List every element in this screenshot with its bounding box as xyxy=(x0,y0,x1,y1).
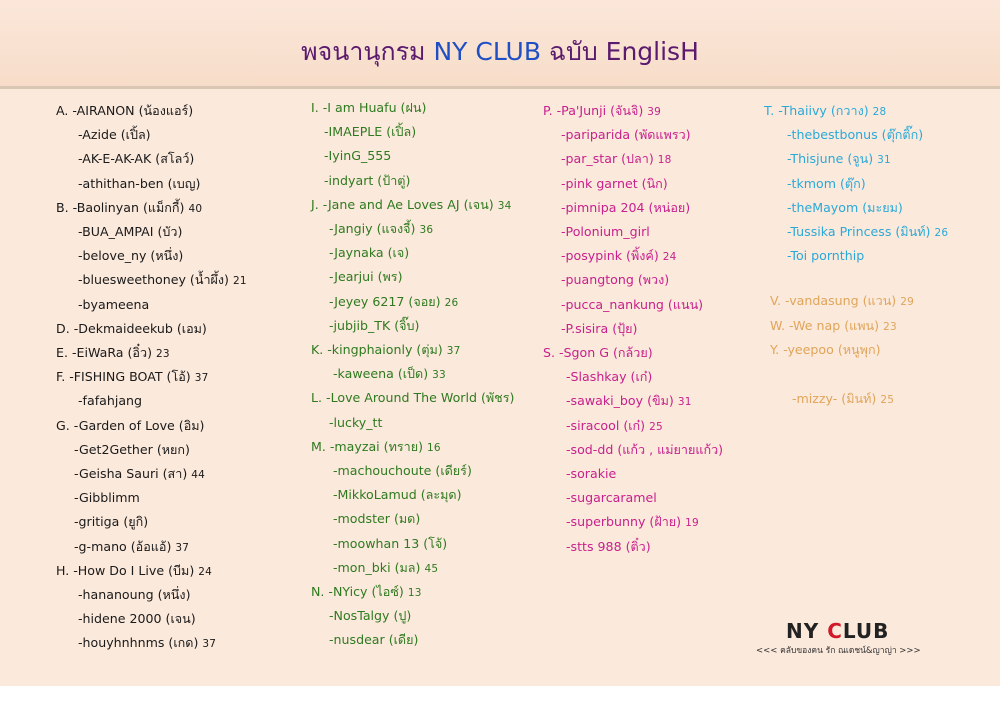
member-number: 37 xyxy=(175,541,190,554)
member-name: -modster (มด) xyxy=(333,511,421,527)
member-entry xyxy=(792,391,894,408)
member-name: -Toi pornthip xyxy=(787,248,865,264)
member-entry xyxy=(324,124,416,140)
member-name: -machouchoute (เดียร์) xyxy=(333,463,472,478)
member-number: 37 xyxy=(446,345,461,357)
member-entry xyxy=(78,635,216,652)
member-entry xyxy=(78,272,247,289)
member-number: 44 xyxy=(191,469,206,481)
member-name: -Slashkay (เก๋) xyxy=(566,369,653,385)
member-name: K. -kingphaionly (ตุ่ม) xyxy=(311,342,443,357)
member-entry xyxy=(329,415,382,431)
member-entry xyxy=(56,103,193,119)
member-name: I. -I am Huafu (ฝน) xyxy=(311,100,427,115)
member-name: -sugarcaramel xyxy=(566,490,657,506)
member-number: 31 xyxy=(877,154,891,167)
member-entry xyxy=(566,418,663,435)
member-name: -g-mano (อ้อแอ้) xyxy=(74,538,172,554)
member-name: D. -Dekmaideekub (เอม) xyxy=(56,320,207,336)
title-suffix: ฉบับ EnglisH xyxy=(540,37,699,66)
member-entry xyxy=(56,345,170,362)
member-name: T. -Thaiivy (กวาง) xyxy=(764,103,869,118)
member-entry xyxy=(324,173,410,189)
member-name: -pucca_nankung (แนน) xyxy=(561,296,704,312)
member-name: P. -Pa'Junji (จันจิ) xyxy=(543,103,644,118)
member-name: -pimnipa 204 (หน่อย) xyxy=(561,199,691,215)
member-entry xyxy=(74,539,189,556)
member-name: -hananoung (หนึ่ง) xyxy=(78,587,191,602)
member-name: -bluesweethoney (น้ำผึ้ง) xyxy=(78,272,229,288)
member-entry xyxy=(764,103,886,120)
member-number: 45 xyxy=(424,562,439,575)
member-number: 29 xyxy=(900,296,914,308)
member-name: S. -Sgon G (กล้วย) xyxy=(543,345,653,360)
member-entry xyxy=(543,103,661,120)
member-number: 23 xyxy=(156,348,170,360)
member-entry xyxy=(787,248,864,264)
member-entry xyxy=(561,151,672,168)
member-name: -sawaki_boy (ขิม) xyxy=(566,393,674,409)
member-entry xyxy=(329,632,418,648)
member-name: -BUA_AMPAI (บัว) xyxy=(78,224,183,239)
member-name: Y. -yeepoo (หนูพุก) xyxy=(770,342,881,357)
member-number: 26 xyxy=(444,296,459,309)
member-name: -P.sisira (ปุ้ย) xyxy=(561,320,638,336)
member-entry xyxy=(787,224,948,241)
member-number: 26 xyxy=(934,227,949,239)
member-entry xyxy=(56,563,212,580)
member-entry xyxy=(566,442,723,458)
title-divider xyxy=(0,86,1000,89)
member-entry xyxy=(78,587,190,603)
member-name: -Jearjui (พร) xyxy=(329,269,403,285)
member-name: -IMAEPLE (เปิ้ล) xyxy=(324,124,417,140)
title-thai-prefix: พจนานุกรม xyxy=(301,37,434,66)
member-entry xyxy=(787,151,891,168)
member-entry xyxy=(329,221,433,238)
member-entry xyxy=(78,297,149,313)
member-name: -AK-E-AK-AK (สโลว์) xyxy=(78,151,195,167)
member-entry xyxy=(78,127,151,143)
member-entry xyxy=(324,148,391,164)
member-number: 28 xyxy=(872,106,887,118)
member-entry xyxy=(311,390,514,406)
member-name: -Azide (เปิ้ล) xyxy=(78,127,151,143)
member-entry xyxy=(74,442,190,458)
member-entry xyxy=(770,342,881,358)
member-name: G. -Garden of Love (อิม) xyxy=(56,417,205,433)
member-entry xyxy=(56,321,207,337)
member-name: -thebestbonus (ตุ๊กติ๊ก) xyxy=(787,127,924,143)
member-name: -lucky_tt xyxy=(329,414,383,430)
member-name: V. -vandasung (แวน) xyxy=(770,293,897,308)
member-entry xyxy=(329,269,402,285)
member-name: -fafahjang xyxy=(78,393,143,409)
member-number: 31 xyxy=(677,396,692,409)
member-number: 25 xyxy=(880,394,895,406)
logo-wordmark: NY CLUB xyxy=(786,619,890,643)
member-name: -Jangiy (แจงจี้) xyxy=(329,221,416,236)
member-name: F. -FISHING BOAT (โอ้) xyxy=(56,369,191,385)
member-name: -posypink (พิ้งค์) xyxy=(561,248,659,264)
member-entry xyxy=(787,127,923,143)
member-name: -Geisha Sauri (สา) xyxy=(74,466,188,481)
member-name: -mizzy- (มินท์) xyxy=(792,391,877,406)
member-entry xyxy=(78,248,183,264)
member-name: -pink garnet (นิก) xyxy=(561,175,668,191)
member-number: 23 xyxy=(883,320,897,333)
member-entry xyxy=(333,487,462,503)
member-number: 25 xyxy=(649,420,663,433)
member-entry xyxy=(561,200,690,216)
member-name: E. -EiWaRa (อิ๋ว) xyxy=(56,345,152,360)
member-entry xyxy=(561,297,703,313)
member-name: M. -mayzai (ทราย) xyxy=(311,438,424,454)
member-entry xyxy=(56,418,204,434)
member-name: -Polonium_girl xyxy=(561,224,650,239)
member-name: W. -We nap (แพน) xyxy=(770,317,880,333)
member-name: -stts 988 (ติ๋ว) xyxy=(566,538,651,554)
member-entry xyxy=(333,366,446,383)
member-name: -superbunny (ฝ้าย) xyxy=(566,514,682,530)
member-name: -par_star (ปลา) xyxy=(561,151,654,167)
page-title xyxy=(0,32,1000,72)
member-number: 40 xyxy=(188,202,203,215)
member-number: 16 xyxy=(427,441,441,454)
member-entry xyxy=(333,511,420,527)
member-entry xyxy=(78,611,196,627)
member-number: 21 xyxy=(233,275,247,288)
member-name: N. -NYicy (ไอซ์) xyxy=(311,584,404,599)
member-entry xyxy=(74,514,148,530)
member-entry xyxy=(74,466,205,483)
member-entry xyxy=(333,560,438,577)
member-name: -jubjib_TK (จิ๊บ) xyxy=(329,317,420,333)
member-name: -puangtong (พวง) xyxy=(561,272,670,288)
member-entry xyxy=(78,224,182,240)
member-name: -belove_ny (หนึ่ง) xyxy=(78,248,184,264)
member-name: -pariparida (พัดแพรว) xyxy=(561,127,691,143)
member-entry xyxy=(311,584,422,601)
member-entry xyxy=(78,393,142,409)
member-name: -tkmom (ตุ๊ก) xyxy=(787,175,866,191)
member-entry xyxy=(311,100,426,116)
member-name: J. -Jane and Ae Loves AJ (เจน) xyxy=(311,196,494,212)
member-number: 34 xyxy=(497,199,512,212)
member-name: -IyinG_555 xyxy=(324,148,392,164)
member-name: L. -Love Around The World (พัชร) xyxy=(311,390,515,406)
member-entry xyxy=(566,490,657,506)
member-name: -moowhan 13 (โจ้) xyxy=(333,535,448,551)
member-entry xyxy=(329,608,411,624)
member-number: 24 xyxy=(198,565,213,578)
member-entry xyxy=(566,539,651,555)
member-number: 37 xyxy=(194,372,209,385)
member-name: -athithan-ben (เบญ) xyxy=(78,175,201,191)
ny-club-logo xyxy=(756,619,926,659)
member-entry xyxy=(543,345,653,361)
member-entry xyxy=(566,466,616,482)
member-entry xyxy=(56,200,202,217)
member-entry xyxy=(770,293,914,310)
member-entry xyxy=(329,294,458,311)
member-name: A. -AIRANON (น้องแอร์) xyxy=(56,103,194,118)
member-name: -Jeyey 6217 (จอย) xyxy=(329,293,441,309)
member-name: -kaweena (เป็ด) xyxy=(333,366,429,382)
logo-tagline: <<< คลับของคน รัก ณเดชน์&ญาญ่า >>> xyxy=(756,646,921,656)
member-name: -sorakie xyxy=(566,466,617,481)
member-entry xyxy=(311,439,441,456)
member-entry xyxy=(311,197,511,214)
member-entry xyxy=(787,176,866,192)
member-entry xyxy=(561,224,650,240)
member-name: -byameena xyxy=(78,296,150,312)
member-name: -sod-dd (แก้ว , แม่ยายแก้ว) xyxy=(566,441,724,457)
member-name: -Gibblimm xyxy=(74,490,140,506)
member-entry xyxy=(561,248,677,265)
member-name: -nusdear (เดีย) xyxy=(329,632,419,648)
member-entry xyxy=(787,200,903,216)
member-entry xyxy=(770,318,897,335)
member-entry xyxy=(333,536,447,552)
member-number: 33 xyxy=(432,369,446,382)
member-name: -Jaynaka (เจ) xyxy=(329,245,410,261)
member-name: -gritiga (ยูกิ) xyxy=(74,514,149,530)
member-name: H. -How Do I Live (บีม) xyxy=(56,562,195,578)
member-entry xyxy=(74,490,140,506)
member-entry xyxy=(566,393,692,410)
member-name: -siracool (เก๋) xyxy=(566,417,646,433)
member-entry xyxy=(561,272,669,288)
member-number: 36 xyxy=(419,224,434,236)
member-name: -Get2Gether (หยก) xyxy=(74,441,190,457)
member-number: 39 xyxy=(647,106,662,118)
member-name: -mon_bki (มล) xyxy=(333,559,421,575)
member-entry xyxy=(561,176,668,192)
member-name: -NosTalgy (ปู) xyxy=(329,608,412,624)
member-entry xyxy=(329,318,419,334)
member-name: -Tussika Princess (มินท์) xyxy=(787,224,931,239)
member-name: -houyhnhnms (เกด) xyxy=(78,635,199,651)
member-name: -hidene 2000 (เจน) xyxy=(78,611,196,627)
member-entry xyxy=(311,342,461,359)
member-number: 18 xyxy=(657,154,672,167)
member-entry xyxy=(78,176,200,192)
member-entry xyxy=(333,463,472,479)
member-entry xyxy=(561,321,637,337)
member-name: -MikkoLamud (ละมุด) xyxy=(333,487,462,503)
member-number: 37 xyxy=(202,638,217,651)
member-entry xyxy=(329,245,409,261)
member-entry xyxy=(56,369,208,386)
member-name: B. -Baolinyan (แม็กกี้) xyxy=(56,199,185,215)
member-entry xyxy=(561,127,691,143)
member-entry xyxy=(566,514,699,531)
title-banner xyxy=(0,0,1000,86)
member-name: -theMayom (มะยม) xyxy=(787,199,903,215)
member-name: -indyart (ป้าตู่) xyxy=(324,172,411,188)
member-number: 24 xyxy=(662,251,677,264)
member-number: 19 xyxy=(685,517,699,530)
member-entry xyxy=(566,369,652,385)
member-number: 13 xyxy=(407,587,422,599)
member-entry xyxy=(78,151,194,167)
title-club-name: NY CLUB xyxy=(433,37,541,66)
member-name: -Thisjune (จูน) xyxy=(787,151,874,167)
